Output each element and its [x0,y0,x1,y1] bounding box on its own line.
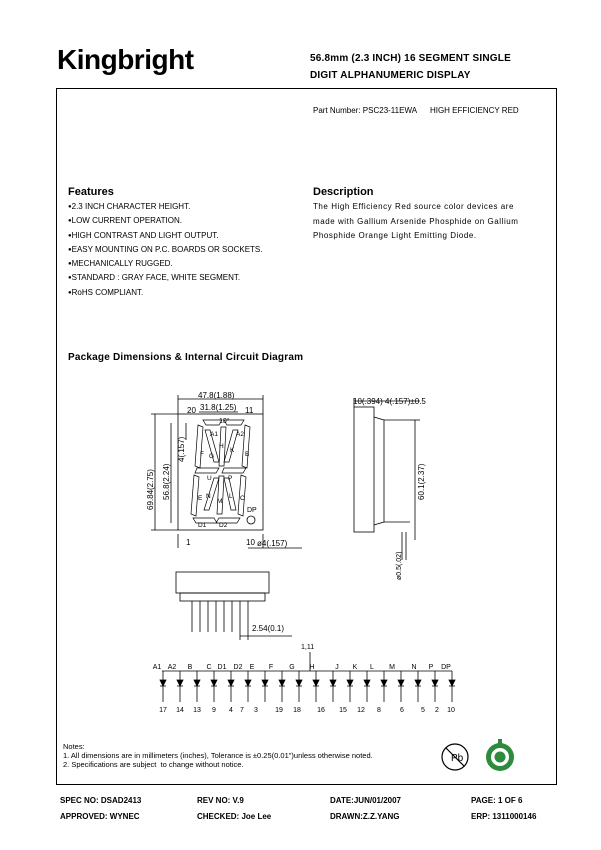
footer-page: PAGE: 1 OF 6 [471,796,523,805]
circuit-pin: 8 [377,707,381,714]
seg-label: K [230,447,235,454]
feature-item: ● STANDARD : GRAY FACE, WHITE SEGMENT. [68,271,262,285]
circuit-pin: 17 [159,707,167,714]
seg-label: E [198,495,203,502]
circuit-seg: K [352,664,358,671]
footer-approved: APPROVED: WYNEC [60,812,140,821]
seg-label: A1 [210,431,218,438]
notes-title: Notes: [63,742,85,751]
circuit-pin: 12 [357,707,365,714]
pb-free-icon [442,744,468,770]
circuit-seg: B [187,664,193,671]
description-text: The High Efficiency Red source color devices are made with Gallium Arsenide Phosphide on Gallium Phosphide Orange Light Emitting Diode. [313,202,519,240]
dim-side-height: 60.1(2.37) [417,463,426,500]
dp-label: DP [247,507,257,514]
dim-digit-offset: 4(.157) [177,436,186,462]
title-line-2: DIGIT ALPHANUMERIC DISPLAY [310,70,471,81]
circuit-seg: P [428,664,434,671]
footer-checked: CHECKED: Joe Lee [197,812,272,821]
circuit-seg: H [309,664,315,671]
part-color: HIGH EFFICIENCY RED [429,106,519,115]
seg-label: H [219,443,224,450]
diode-array [160,671,455,702]
pin-row [192,601,248,632]
part-number: Part Number: PSC23-11EWA [313,106,417,115]
circuit-pin: 10 [447,707,455,714]
pin-10-label: 10 [246,538,255,547]
dim-pin-dia: ø0.5(.02) [396,551,403,580]
svg-text:Pb: Pb [451,753,464,764]
circuit-pin: 13 [193,707,201,714]
feature-item: ● RoHS COMPLIANT. [68,286,262,300]
title-line-1: 56.8mm (2.3 INCH) 16 SEGMENT SINGLE [310,53,511,64]
footer-erp: ERP: 1311000146 [471,812,537,821]
common-pins: 1,11 [301,644,315,651]
feature-item: ● 2.3 INCH CHARACTER HEIGHT. [68,200,262,214]
pin-1-label: 1 [186,538,191,547]
dim-right-margin: 11 [245,406,254,415]
circuit-seg: A2 [167,664,177,671]
package-heading: Package Dimensions & Internal Circuit Diagram [68,352,304,363]
seg-label: G [209,453,215,460]
feature-item: ● MECHANICALLY RUGGED. [68,257,262,271]
circuit-seg: N [411,664,417,671]
circuit-pin: 9 [212,707,216,714]
notes-line-1: 1. All dimensions are in millimeters (inches), Tolerance is ±0.25(0.01")unless otherwise noted. [63,750,373,760]
dim-side-top: 10(.394) 4(.157)±0.5 [353,397,426,406]
circuit-seg: F [268,664,274,671]
dim-left-margin: 20 [187,406,196,415]
circuit-seg: M [389,664,395,671]
circuit-seg: C [206,664,212,671]
dim-width-total: 47.8(1.88) [198,391,235,400]
dim-digit-height: 56.8(2.24) [162,463,171,500]
seg-label: N [206,493,211,500]
circuit-pin: 7 [240,707,244,714]
seg-label: D2 [219,522,228,529]
circuit-pin: 14 [176,707,184,714]
footer-drawn: DRAWN:Z.Z.YANG [330,812,400,821]
feature-item: ● LOW CURRENT OPERATION. [68,214,262,228]
circuit-pin: 18 [293,707,301,714]
circuit-seg: D2 [233,664,243,671]
circuit-seg: G [289,664,295,671]
notes-line-2: 2. Specifications are subject to change without notice. [63,759,244,769]
green-product-icon [486,739,514,771]
circuit-pin: 3 [254,707,258,714]
side-view-outline [354,407,374,532]
feature-item: ● HIGH CONTRAST AND LIGHT OUTPUT. [68,229,262,243]
seg-label: F [200,451,204,458]
seg-label: D1 [198,522,207,529]
footer-date: DATE:JUN/01/2007 [330,796,401,805]
feature-item: ● EASY MOUNTING ON P.C. BOARDS OR SOCKETS. [68,243,262,257]
circuit-pin: 6 [400,707,404,714]
circuit-pin: 2 [435,707,439,714]
footer-rev-no: REV NO: V.9 [197,796,244,805]
notes-block [63,743,373,769]
dim-angle: 10° [219,418,230,425]
circuit-seg: E [249,664,255,671]
dim-inner-width: 31.8(1.25) [200,403,237,412]
dim-dp-hole: ø4(.157) [257,539,288,548]
circuit-seg: A1 [152,664,162,671]
dp-dot [247,516,255,524]
seg-label: B [245,451,250,458]
circuit-pin: 19 [275,707,283,714]
seg-label: L [229,493,233,500]
dim-pin-pitch: 2.54(0.1) [252,624,285,633]
seg-label: A2 [236,431,244,438]
seg-label: C [240,495,245,502]
circuit-pin: 15 [339,707,347,714]
circuit-pin: 4 [229,707,233,714]
seg-label: P [228,475,233,482]
circuit-pin: 16 [317,707,325,714]
dim-height-total: 69.84(2.75) [146,469,155,510]
circuit-seg: DP [441,664,451,671]
circuit-seg: L [370,664,374,671]
circuit-seg: J [335,664,339,671]
features-heading: Features [68,186,114,198]
brand-logo: Kingbright [57,44,194,75]
circuit-segment-labels [153,664,451,671]
description-heading: Description [313,186,374,198]
circuit-pin: 5 [421,707,425,714]
circuit-seg: D1 [217,664,227,671]
footer-spec-no: SPEC NO: DSAD2413 [60,796,142,805]
seg-label: M [217,498,223,505]
seg-label: U [207,475,212,482]
circuit-pin-labels [159,707,455,714]
